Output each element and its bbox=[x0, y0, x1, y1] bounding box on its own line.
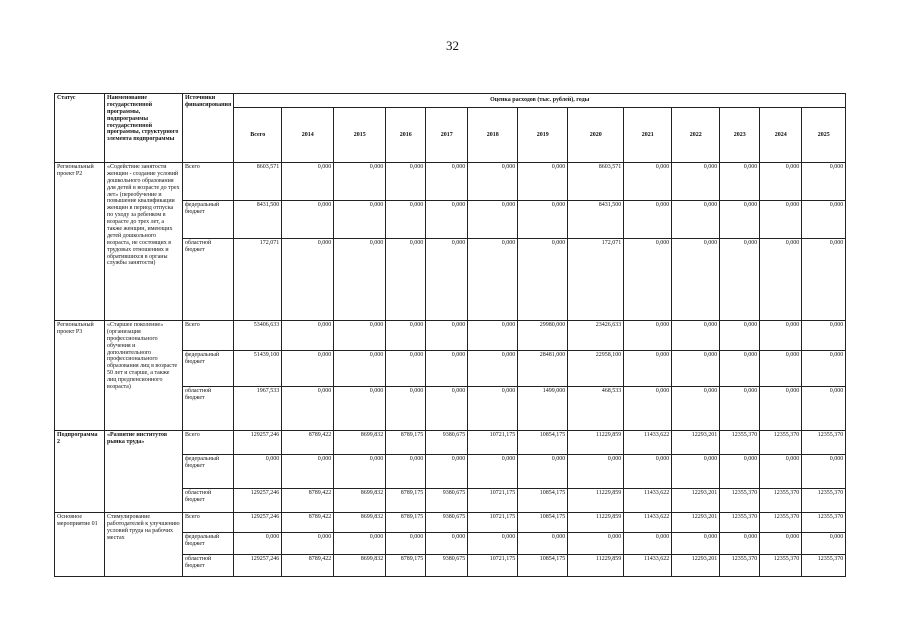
amount-cell: 12355,370 bbox=[760, 431, 802, 455]
amount-cell: 29980,000 bbox=[518, 321, 568, 351]
amount-cell: 0,000 bbox=[802, 239, 846, 321]
funding-source-cell: областной бюджет bbox=[183, 387, 234, 431]
amount-cell: 0,000 bbox=[282, 239, 334, 321]
table-body bbox=[55, 163, 846, 577]
amount-cell: 1967,533 bbox=[234, 387, 282, 431]
amount-cell: 0,000 bbox=[334, 163, 386, 201]
amount-cell: 0,000 bbox=[518, 533, 568, 555]
amount-cell: 0,000 bbox=[334, 351, 386, 387]
amount-cell: 11433,622 bbox=[624, 431, 672, 455]
funding-source-cell: Всего bbox=[183, 431, 234, 455]
amount-cell: 0,000 bbox=[426, 239, 468, 321]
amount-cell: 10721,175 bbox=[468, 555, 518, 577]
amount-cell: 12293,201 bbox=[672, 513, 720, 533]
amount-cell: 0,000 bbox=[720, 201, 760, 239]
year-column-header: 2014 bbox=[282, 108, 334, 163]
amount-cell: 8789,175 bbox=[386, 555, 426, 577]
amount-cell: 0,000 bbox=[468, 163, 518, 201]
table-row bbox=[55, 431, 846, 455]
amount-cell: 0,000 bbox=[282, 533, 334, 555]
table-row bbox=[55, 513, 846, 533]
amount-cell: 10854,175 bbox=[518, 489, 568, 513]
amount-cell: 11433,622 bbox=[624, 489, 672, 513]
amount-cell: 11229,859 bbox=[568, 431, 624, 455]
amount-cell: 0,000 bbox=[426, 533, 468, 555]
amount-cell: 0,000 bbox=[282, 163, 334, 201]
year-column-header: 2018 bbox=[468, 108, 518, 163]
amount-cell: 8789,422 bbox=[282, 555, 334, 577]
amount-cell: 0,000 bbox=[468, 239, 518, 321]
amount-cell: 0,000 bbox=[624, 239, 672, 321]
amount-cell: 0,000 bbox=[426, 163, 468, 201]
amount-cell: 8789,175 bbox=[386, 513, 426, 533]
amount-cell: 28481,000 bbox=[518, 351, 568, 387]
amount-cell: 0,000 bbox=[802, 455, 846, 489]
amount-cell: 0,000 bbox=[334, 321, 386, 351]
amount-cell: 0,000 bbox=[672, 321, 720, 351]
amount-cell: 0,000 bbox=[720, 533, 760, 555]
amount-cell: 0,000 bbox=[426, 455, 468, 489]
amount-cell: 1499,000 bbox=[518, 387, 568, 431]
amount-cell: 12355,370 bbox=[720, 431, 760, 455]
amount-cell: 0,000 bbox=[624, 387, 672, 431]
amount-cell: 0,000 bbox=[386, 163, 426, 201]
funding-source-cell: областной бюджет bbox=[183, 555, 234, 577]
amount-cell: 0,000 bbox=[282, 455, 334, 489]
year-column-header: 2022 bbox=[672, 108, 720, 163]
amount-cell: 9380,675 bbox=[426, 513, 468, 533]
amount-cell: 0,000 bbox=[624, 455, 672, 489]
amount-cell: 8431,500 bbox=[568, 201, 624, 239]
amount-cell: 0,000 bbox=[386, 321, 426, 351]
amount-cell: 8789,422 bbox=[282, 431, 334, 455]
amount-cell: 8789,422 bbox=[282, 489, 334, 513]
amount-cell: 0,000 bbox=[386, 387, 426, 431]
amount-cell: 10721,175 bbox=[468, 489, 518, 513]
amount-cell: 0,000 bbox=[426, 201, 468, 239]
status-cell: Основное мероприятие 01 bbox=[55, 513, 105, 577]
amount-cell: 0,000 bbox=[334, 387, 386, 431]
amount-cell: 0,000 bbox=[468, 321, 518, 351]
page-number: 32 bbox=[446, 38, 459, 53]
amount-cell: 12293,201 bbox=[672, 489, 720, 513]
amount-cell: 12355,370 bbox=[760, 489, 802, 513]
program-name-cell: «Старшее поколение» (организация профессионального обучения и дополнительного профессионального образования лиц в возрасте 50 лет и старше, а также лиц предпенсионного возраста) bbox=[105, 321, 183, 431]
amount-cell: 12355,370 bbox=[760, 513, 802, 533]
amount-cell: 0,000 bbox=[624, 321, 672, 351]
table-row bbox=[55, 163, 846, 201]
amount-cell: 0,000 bbox=[624, 201, 672, 239]
amount-cell: 0,000 bbox=[802, 387, 846, 431]
amount-cell: 0,000 bbox=[760, 455, 802, 489]
amount-cell: 0,000 bbox=[720, 239, 760, 321]
amount-cell: 0,000 bbox=[334, 533, 386, 555]
amount-cell: 11229,859 bbox=[568, 513, 624, 533]
year-column-header: 2025 bbox=[802, 108, 846, 163]
amount-cell: 0,000 bbox=[518, 201, 568, 239]
amount-cell: 8699,832 bbox=[334, 513, 386, 533]
year-column-header: 2021 bbox=[624, 108, 672, 163]
amount-cell: 8699,832 bbox=[334, 431, 386, 455]
amount-cell: 8431,500 bbox=[234, 201, 282, 239]
amount-cell: 0,000 bbox=[518, 163, 568, 201]
amount-cell: 0,000 bbox=[386, 455, 426, 489]
year-column-header: 2020 bbox=[568, 108, 624, 163]
amount-cell: 12355,370 bbox=[720, 489, 760, 513]
amount-cell: 0,000 bbox=[720, 351, 760, 387]
amount-cell: 0,000 bbox=[282, 201, 334, 239]
amount-cell: 12355,370 bbox=[802, 555, 846, 577]
amount-cell: 11433,622 bbox=[624, 555, 672, 577]
amount-cell: 0,000 bbox=[468, 387, 518, 431]
amount-cell: 0,000 bbox=[802, 163, 846, 201]
amount-cell: 0,000 bbox=[672, 201, 720, 239]
amount-cell: 8699,832 bbox=[334, 489, 386, 513]
amount-cell: 8789,422 bbox=[282, 513, 334, 533]
program-name-cell: Стимулирование работодателей к улучшению условий труда на рабочих местах bbox=[105, 513, 183, 577]
amount-cell: 0,000 bbox=[468, 351, 518, 387]
amount-cell: 0,000 bbox=[760, 351, 802, 387]
amount-cell: 12355,370 bbox=[760, 555, 802, 577]
amount-cell: 0,000 bbox=[672, 239, 720, 321]
amount-cell: 8699,832 bbox=[334, 555, 386, 577]
estimate-header: Оценка расходов (тыс. рублей), годы bbox=[234, 94, 846, 108]
funding-source-cell: федеральный бюджет bbox=[183, 351, 234, 387]
amount-cell: 0,000 bbox=[760, 533, 802, 555]
amount-cell: 51439,100 bbox=[234, 351, 282, 387]
amount-cell: 0,000 bbox=[672, 387, 720, 431]
year-column-header: 2017 bbox=[426, 108, 468, 163]
amount-cell: 0,000 bbox=[720, 163, 760, 201]
program-name-cell: «Развитие институтов рынка труда» bbox=[105, 431, 183, 513]
amount-cell: 10854,175 bbox=[518, 431, 568, 455]
year-column-header: 2016 bbox=[386, 108, 426, 163]
funding-source-cell: федеральный бюджет bbox=[183, 455, 234, 489]
year-column-header: 2015 bbox=[334, 108, 386, 163]
amount-cell: 0,000 bbox=[468, 455, 518, 489]
amount-cell: 8789,175 bbox=[386, 431, 426, 455]
amount-cell: 0,000 bbox=[468, 533, 518, 555]
funding-source-cell: федеральный бюджет bbox=[183, 533, 234, 555]
amount-cell: 0,000 bbox=[386, 201, 426, 239]
amount-cell: 0,000 bbox=[234, 455, 282, 489]
amount-cell: 0,000 bbox=[334, 201, 386, 239]
funding-source-cell: Всего bbox=[183, 513, 234, 533]
amount-cell: 10854,175 bbox=[518, 555, 568, 577]
amount-cell: 129257,246 bbox=[234, 513, 282, 533]
amount-cell: 129257,246 bbox=[234, 431, 282, 455]
status-cell: Региональный проект Р2 bbox=[55, 163, 105, 321]
amount-cell: 12355,370 bbox=[802, 431, 846, 455]
amount-cell: 0,000 bbox=[334, 239, 386, 321]
amount-cell: 0,000 bbox=[802, 351, 846, 387]
amount-cell: 129257,246 bbox=[234, 555, 282, 577]
amount-cell: 172,071 bbox=[568, 239, 624, 321]
year-column-header: 2024 bbox=[760, 108, 802, 163]
amount-cell: 10854,175 bbox=[518, 513, 568, 533]
amount-cell: 0,000 bbox=[468, 201, 518, 239]
amount-cell: 12293,201 bbox=[672, 555, 720, 577]
amount-cell: 0,000 bbox=[802, 321, 846, 351]
amount-cell: 0,000 bbox=[624, 163, 672, 201]
amount-cell: 0,000 bbox=[568, 455, 624, 489]
amount-cell: 0,000 bbox=[802, 201, 846, 239]
amount-cell: 12355,370 bbox=[802, 513, 846, 533]
amount-cell: 11433,622 bbox=[624, 513, 672, 533]
funding-source-cell: федеральный бюджет bbox=[183, 201, 234, 239]
amount-cell: 0,000 bbox=[282, 321, 334, 351]
amount-cell: 172,071 bbox=[234, 239, 282, 321]
amount-cell: 0,000 bbox=[720, 455, 760, 489]
amount-cell: 0,000 bbox=[568, 533, 624, 555]
amount-cell: 9380,675 bbox=[426, 431, 468, 455]
year-column-header: Всего bbox=[234, 108, 282, 163]
amount-cell: 0,000 bbox=[760, 201, 802, 239]
amount-cell: 0,000 bbox=[672, 351, 720, 387]
source-header: Источники финансирования bbox=[183, 94, 234, 163]
amount-cell: 8789,175 bbox=[386, 489, 426, 513]
amount-cell: 468,533 bbox=[568, 387, 624, 431]
status-header: Статус bbox=[55, 94, 105, 163]
amount-cell: 9380,675 bbox=[426, 489, 468, 513]
amount-cell: 0,000 bbox=[386, 351, 426, 387]
amount-cell: 0,000 bbox=[426, 321, 468, 351]
amount-cell: 11229,859 bbox=[568, 555, 624, 577]
amount-cell: 53406,633 bbox=[234, 321, 282, 351]
amount-cell: 12355,370 bbox=[802, 489, 846, 513]
amount-cell: 0,000 bbox=[282, 387, 334, 431]
amount-cell: 0,000 bbox=[720, 321, 760, 351]
amount-cell: 0,000 bbox=[426, 387, 468, 431]
funding-source-cell: областной бюджет bbox=[183, 489, 234, 513]
amount-cell: 129257,246 bbox=[234, 489, 282, 513]
amount-cell: 0,000 bbox=[334, 455, 386, 489]
amount-cell: 0,000 bbox=[624, 351, 672, 387]
amount-cell: 0,000 bbox=[760, 239, 802, 321]
amount-cell: 0,000 bbox=[760, 321, 802, 351]
amount-cell: 11229,859 bbox=[568, 489, 624, 513]
amount-cell: 0,000 bbox=[624, 533, 672, 555]
status-cell: Региональный проект Р3 bbox=[55, 321, 105, 431]
table-row bbox=[55, 321, 846, 351]
amount-cell: 12355,370 bbox=[720, 555, 760, 577]
amount-cell: 0,000 bbox=[426, 351, 468, 387]
amount-cell: 0,000 bbox=[672, 455, 720, 489]
funding-source-cell: Всего bbox=[183, 163, 234, 201]
amount-cell: 8603,571 bbox=[234, 163, 282, 201]
amount-cell: 8603,571 bbox=[568, 163, 624, 201]
amount-cell: 0,000 bbox=[720, 387, 760, 431]
name-header: Наименование государственной программы, подпрограммы государственной программы, структурного элемента подпрограммы bbox=[105, 94, 183, 163]
amount-cell: 0,000 bbox=[802, 533, 846, 555]
amount-cell: 10721,175 bbox=[468, 431, 518, 455]
amount-cell: 23426,633 bbox=[568, 321, 624, 351]
funding-source-cell: Всего bbox=[183, 321, 234, 351]
amount-cell: 0,000 bbox=[760, 163, 802, 201]
amount-cell: 0,000 bbox=[760, 387, 802, 431]
budget-table bbox=[54, 93, 846, 577]
year-column-header: 2019 bbox=[518, 108, 568, 163]
year-column-header: 2023 bbox=[720, 108, 760, 163]
funding-source-cell: областной бюджет bbox=[183, 239, 234, 321]
status-cell: Подпрограмма 2 bbox=[55, 431, 105, 513]
program-name-cell: «Содействие занятости женщин - создание условий дошкольного образования для детей в возрасте до трех лет» (переобучение и повышение квалификации женщин в период отпуска по уходу за ребенком в возрасте до трех лет, а также женщин, имеющих детей дошкольного возраста, не состоящих в трудовых отношениях и обратившихся в органы службы занятости) bbox=[105, 163, 183, 321]
amount-cell: 0,000 bbox=[518, 239, 568, 321]
amount-cell: 0,000 bbox=[282, 351, 334, 387]
amount-cell: 12293,201 bbox=[672, 431, 720, 455]
amount-cell: 10721,175 bbox=[468, 513, 518, 533]
amount-cell: 0,000 bbox=[672, 163, 720, 201]
amount-cell: 12355,370 bbox=[720, 513, 760, 533]
amount-cell: 0,000 bbox=[672, 533, 720, 555]
amount-cell: 0,000 bbox=[234, 533, 282, 555]
amount-cell: 0,000 bbox=[386, 533, 426, 555]
amount-cell: 9380,675 bbox=[426, 555, 468, 577]
amount-cell: 0,000 bbox=[518, 455, 568, 489]
amount-cell: 22958,100 bbox=[568, 351, 624, 387]
amount-cell: 0,000 bbox=[386, 239, 426, 321]
